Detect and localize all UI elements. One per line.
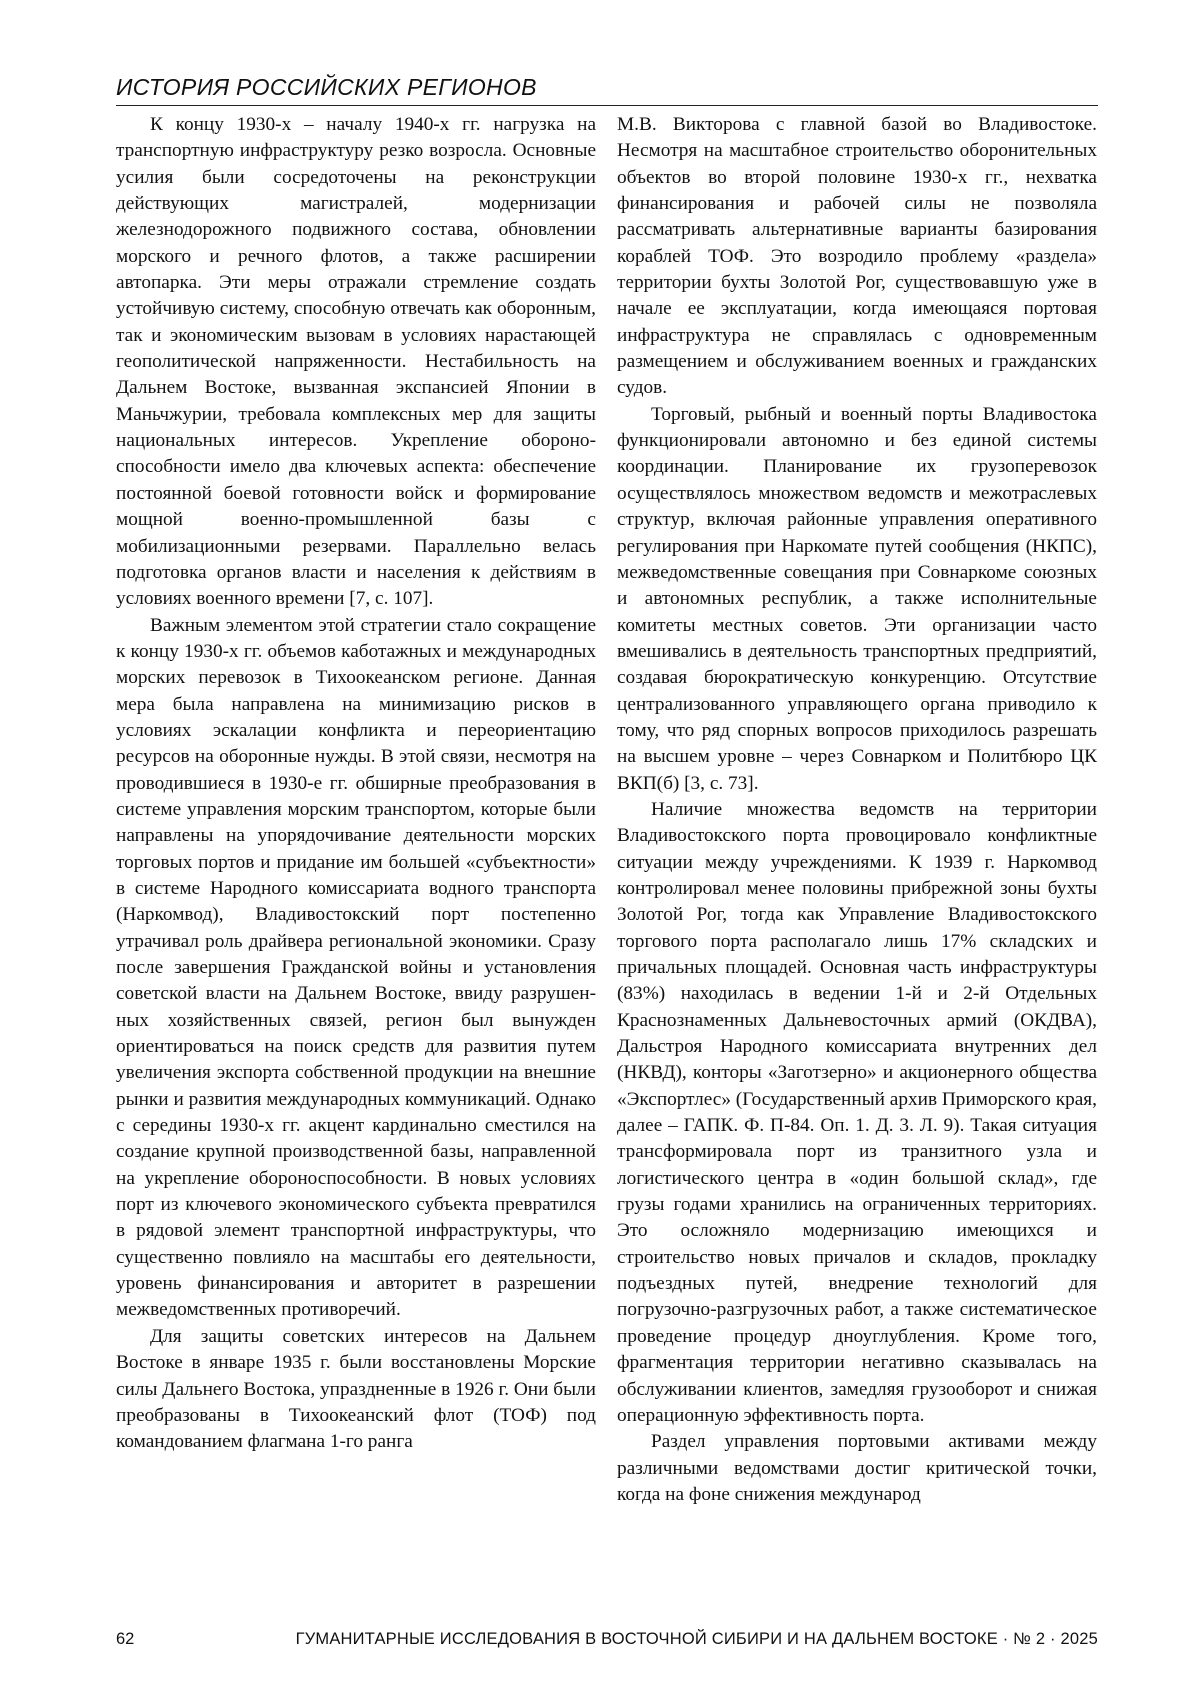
left-paragraph-1: К концу 1930-х – началу 1940-х гг. нагрузка на транспортную инфраструктуру резко возросла. Основные усилия были сосредоточены на реконструкции действующих магистралей, модернизации железнодорожного подвижного состава, обновлении морского и речного флотов, а также расширении автопарка. Эти меры отражали стремление создать устойчивую систему, способную отвечать как оборонным, так и экономическим вызовам в условиях нарастающей геополитической напряженности. Нестабильность на Дальнем Востоке, вызванная экспансией Японии в Маньчжурии, требовала комплексных мер для защиты национальных интересов. Укрепление обороноспособности имело два ключевых аспекта: обеспечение постоянной боевой готовности войск и формирование мощной военно-промышленной базы с мобилизационными резервами. Параллельно велась подготовка органов власти и населения к действиям в условиях военного времени [7, с. 107]. bbox=[116, 114, 596, 610]
right-paragraph-2: Торговый, рыбный и военный порты Владивостока функционировали автономно и без единой системы координации. Планирование их грузоперевозок осуществлялось множеством ведомств и межотраслевых структур, включая районные управления оперативного регулирования при Наркомате путей сообщения (НКПС), межведомственные совещания при Совнаркоме союзных и автономных республик, а также исполнительные комитеты местных советов. Эти организации часто вмешивались в деятельность транспортных предприятий, создавая бюрократическую конкуренцию. Отсутствие централизованного управляющего органа приводило к тому, что ряд спорных вопросов приходилось разрешать на высшем уровне – через Совнарком и Политбюро ЦК ВКП(б) [3, с. 73]. bbox=[617, 403, 1097, 794]
left-column bbox=[116, 112, 596, 1456]
right-column bbox=[617, 112, 1097, 1508]
left-paragraph-2: Важным элементом этой стратегии стало сокращение к концу 1930-х гг. объемов каботажных и международных морских перевозок в Тихоокеанском регионе. Данная мера была направлена на минимизацию рисков в условиях эскалации конфликта и переориентацию ресурсов на оборонные нужды. В этой связи, несмотря на проводившиеся в 1930-е гг. обширные преобразования в системе управления морским транспортом, которые были направлены на упорядочивание деятельности морских торговых портов и придание им большей «субъектности» в системе Народного комиссариата водного транспорта (Наркомвод), Владивостокский порт постепенно утрачивал роль драйвера региональной экономики. Сразу после завершения Гражданской войны и установления советской власти на Дальнем Востоке, ввиду разрушенных хозяйственных связей, регион был вынужден ориентироваться на поиск средств для развития путем увеличения экспорта собственной продукции на внешние рынки и развития международных коммуникаций. Однако с середины 1930-х гг. акцент кардинально сместился на создание крупной производственной базы, направленной на укрепление обороноспособности. В новых условиях порт из ключевого экономического субъекта превратился в рядовой элемент транспортной инфраструктуры, что существенно повлияло на масштабы его деятельности, уровень финансирования и авторитет в разрешении межведомственных противоречий. bbox=[116, 614, 596, 1321]
right-paragraph-3: Наличие множества ведомств на территории Владивостокского порта провоцировало конфликтные ситуации между учреждениями. К 1939 г. Наркомвод контролировал менее половины прибрежной зоны бухты Золотой Рог, тогда как Управление Владивостокского торгового порта располагало лишь 17% складских и причальных площадей. Основная часть инфраструктуры (83%) находилась в ведении 1-й и 2-й Отдельных Краснознаменных Дальневосточных армий (ОКДВА), Дальстроя Народного комиссариата внутренних дел (НКВД), конторы «Заготзерно» и акционерного общества «Экспортлес» (Государственный архив Приморского края, далее – ГАПК. Ф. П-84. Оп. 1. Д. 3. Л. 9). Такая ситуация трансформировала порт из транзитного узла и логистического центра в «один большой склад», где грузы годами хранились на ограниченных территориях. Это осложняло модернизацию имеющихся и строительство новых причалов и складов, прокладку подъездных путей, внедрение технологий для погрузочно-разгрузочных работ, а также систематическое проведение процедур дноуглубления. Кроме того, фрагментация территории негативно сказывалась на обслуживании клиентов, замедляя грузооборот и снижая операционную эффективность порта. bbox=[617, 798, 1097, 1426]
right-paragraph-1: М.В. Викторова с главной базой во Владивостоке. Несмотря на масштабное строительство оборонительных объектов во второй половине 1930-х гг., нехватка финансирования и рабочей силы не позволяла рассматривать альтернативные варианты базирования кораблей ТОФ. Это возродило проблему «раздела» территории бухты Золотой Рог, существовавшую уже в начале ее эксплуатации, когда имеющаяся портовая инфраструктура не справлялась с одновременным размещением и обслуживанием военных и гражданских судов. bbox=[617, 114, 1097, 399]
header-rule bbox=[116, 105, 1098, 106]
page-number: 62 bbox=[116, 1630, 135, 1648]
journal-title: ГУМАНИТАРНЫЕ ИССЛЕДОВАНИЯ В ВОСТОЧНОЙ СИБИРИ И НА ДАЛЬНЕМ ВОСТОКЕ · № 2 · 2025 bbox=[295, 1630, 1098, 1648]
left-paragraph-3: Для защиты советских интересов на Дальнем Востоке в январе 1935 г. были восстановлены Морские силы Дальнего Востока, упраздненные в 1926 г. Они были преобразованы в Тихоокеанский флот (ТОФ) под командованием флагмана 1-го ранга bbox=[116, 1325, 596, 1453]
running-header: ИСТОРИЯ РОССИЙСКИХ РЕГИОНОВ bbox=[116, 74, 537, 100]
right-paragraph-4: Раздел управления портовыми активами между различными ведомствами достиг критической точки, когда на фоне снижения международ bbox=[617, 1431, 1097, 1505]
